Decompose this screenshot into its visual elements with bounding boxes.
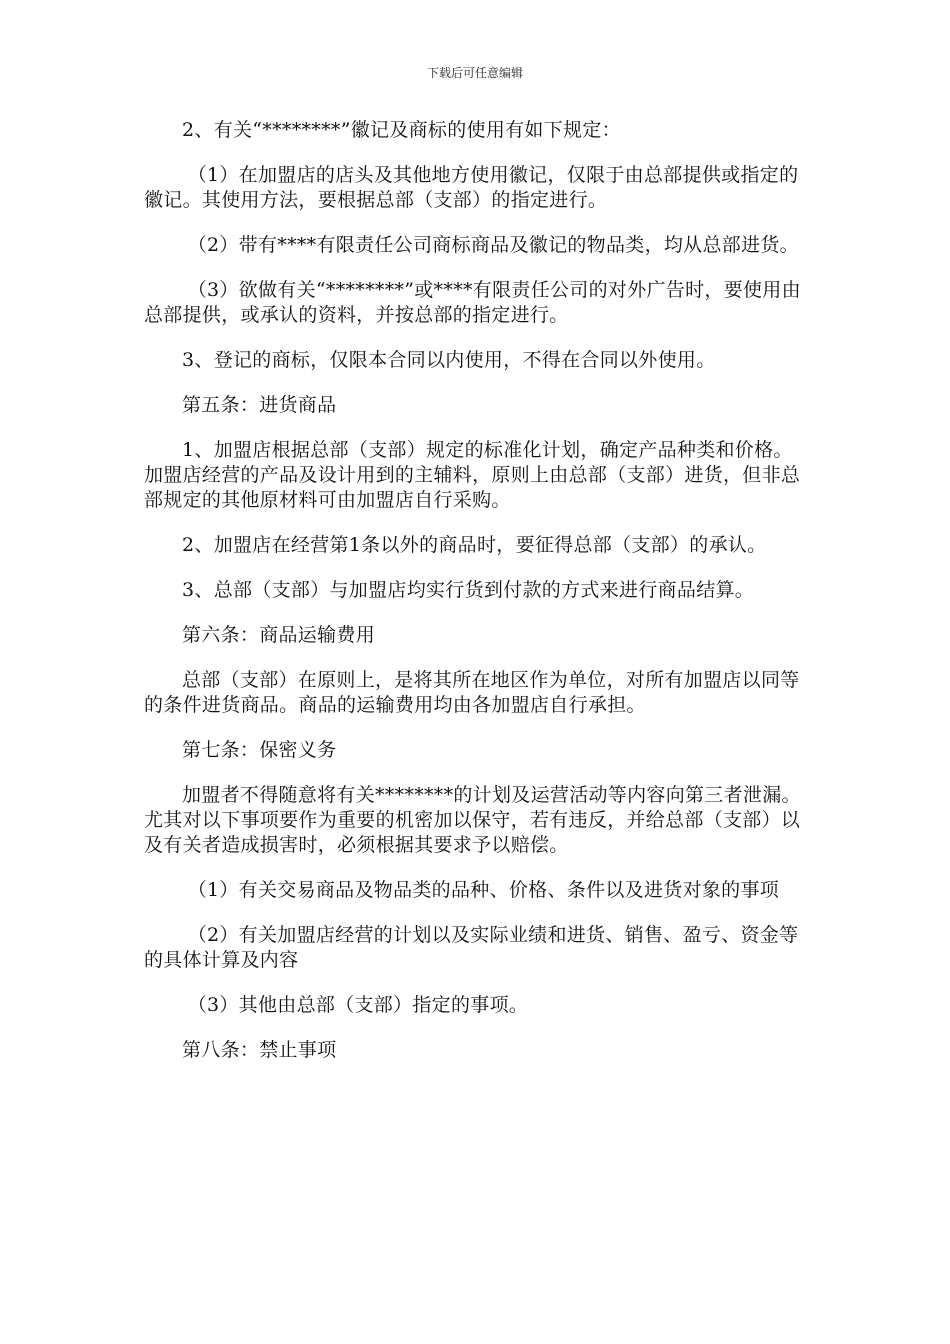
paragraph-article-6-body: 总部（支部）在原则上，是将其所在地区作为单位，对所有加盟店以同等的条件进货商品。商品的运输费用均由各加盟店自行承担。	[144, 669, 800, 716]
paragraph-clause-4-2: 2、有关“********”徽记及商标的使用有如下规定：	[182, 119, 621, 141]
paragraph-clause-4-3: 3、登记的商标，仅限本合同以内使用，不得在合同以外使用。	[182, 349, 716, 371]
section-heading-article-8: 第八条：禁止事项	[182, 1039, 337, 1061]
paragraph-clause-5-2: 2、加盟店在经营第1条以外的商品时，要征得总部（支部）的承认。	[182, 534, 767, 556]
paragraph-clause-4-2-3: （3）欲做有关“********”或****有限责任公司的对外广告时，要使用由总部提供，或承认的资料，并按总部的指定进行。	[144, 279, 801, 326]
section-heading-article-7: 第七条：保密义务	[182, 739, 337, 761]
paragraph-article-7-body: 加盟者不得随意将有关********的计划及运营活动等内容向第三者泄漏。尤其对以下事项要作为重要的机密加以保守，若有违反，并给总部（支部）以及有关者造成损害时，必须根据其要求予以赔偿。	[144, 784, 801, 856]
document-body	[144, 118, 808, 1083]
section-heading-article-5: 第五条：进货商品	[182, 394, 337, 416]
paragraph-clause-7-2: （2）有关加盟店经营的计划以及实际业绩和进货、销售、盈亏、资金等的具体计算及内容	[144, 924, 799, 971]
paragraph-clause-5-3: 3、总部（支部）与加盟店均实行货到付款的方式来进行商品结算。	[182, 579, 755, 601]
paragraph-clause-4-2-1: （1）在加盟店的店头及其他地方使用徽记，仅限于由总部提供或指定的徽记。其使用方法，要根据总部（支部）的指定进行。	[144, 164, 799, 211]
section-heading-article-6: 第六条：商品运输费用	[182, 624, 376, 646]
paragraph-clause-7-1: （1）有关交易商品及物品类的品种、价格、条件以及进货对象的事项	[187, 879, 780, 901]
paragraph-clause-4-2-2: （2）带有****有限责任公司商标商品及徽记的物品类，均从总部进货。	[187, 234, 799, 256]
paragraph-clause-7-3: （3）其他由总部（支部）指定的事项。	[187, 994, 529, 1016]
paragraph-clause-5-1: 1、加盟店根据总部（支部）规定的标准化计划，确定产品种类和价格。加盟店经营的产品及设计用到的主辅料，原则上由总部（支部）进货，但非总部规定的其他原材料可由加盟店自行采购。	[144, 439, 801, 511]
page-header-note: 下载后可任意编辑	[426, 66, 523, 80]
